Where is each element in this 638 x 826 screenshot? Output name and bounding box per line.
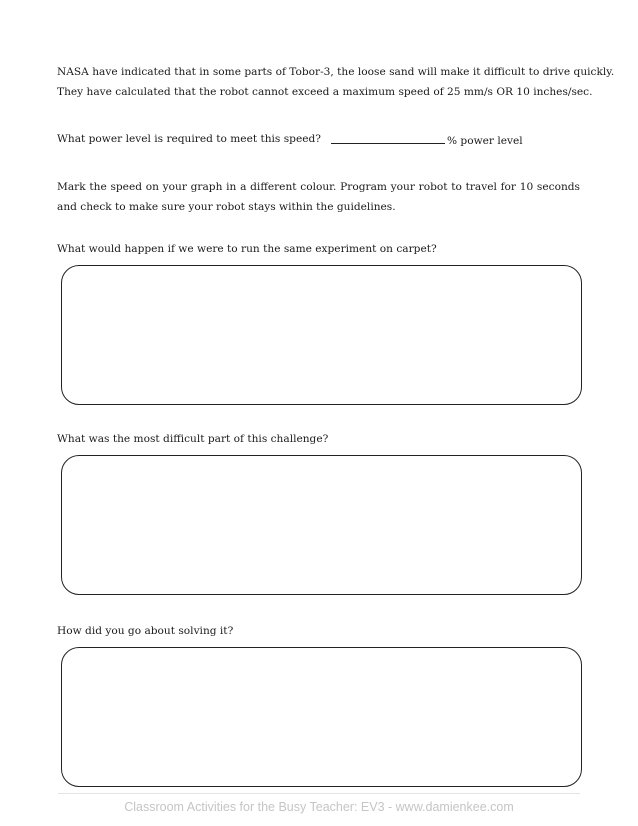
power-question-prompt: What power level is required to meet this speed? <box>57 133 321 145</box>
footer-divider <box>58 793 580 794</box>
power-answer-field[interactable] <box>331 132 523 148</box>
question-3-prompt: How did you go about solving it? <box>57 625 234 637</box>
intro-line-1: NASA have indicated that in some parts of Tobor-3, the loose sand will make it difficult to drive quickly. <box>57 66 615 78</box>
page-footer: Classroom Activities for the Busy Teacher: EV3 - www.damienkee.com <box>124 800 514 814</box>
question-2-answer-box[interactable] <box>61 455 582 595</box>
power-level-suffix: % power level <box>447 135 523 147</box>
power-answer-blank[interactable] <box>331 132 445 144</box>
intro-line-2: They have calculated that the robot cannot exceed a maximum speed of 25 mm/s OR 10 inches/sec. <box>57 86 593 98</box>
question-1-answer-box[interactable] <box>61 265 582 405</box>
question-2-prompt: What was the most difficult part of this challenge? <box>57 433 329 445</box>
question-1-prompt: What would happen if we were to run the same experiment on carpet? <box>57 243 437 255</box>
question-3-answer-box[interactable] <box>61 647 582 787</box>
instructions-paragraph: Mark the speed on your graph in a different colour. Program your robot to travel for 10 seconds and check to make sure your robot stays within the guidelines. <box>57 181 580 213</box>
